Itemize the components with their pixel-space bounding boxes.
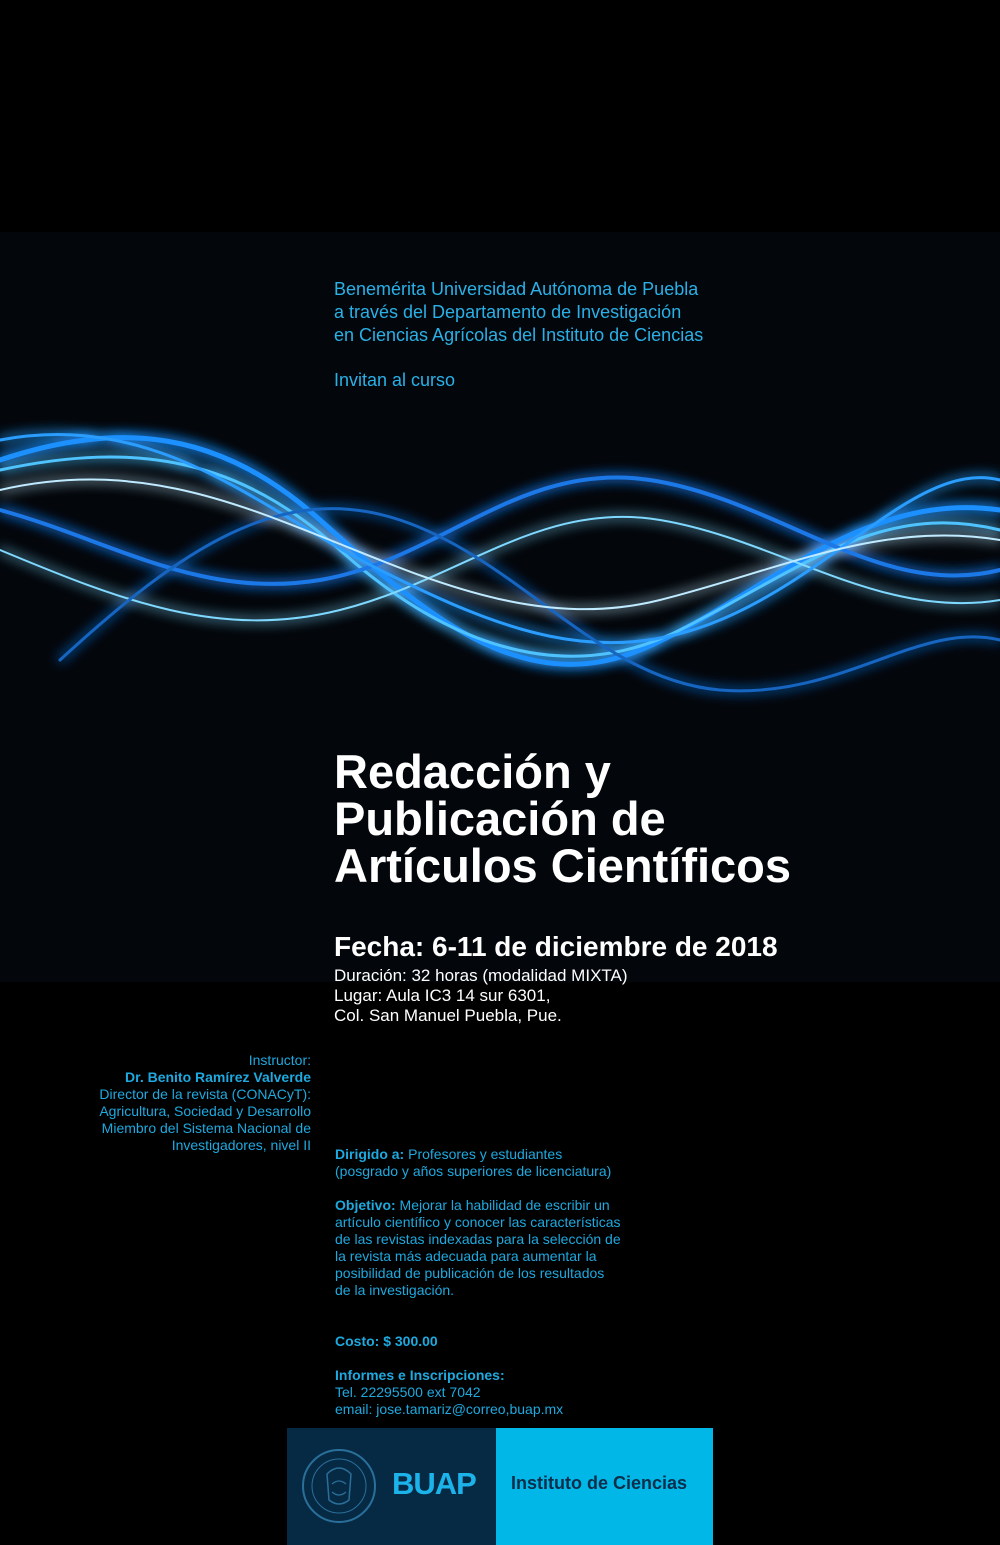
course-title [334, 745, 792, 892]
title-line: Redacción y [334, 745, 611, 798]
audience-text: Profesores y estudiantes [404, 1146, 563, 1162]
instructor-role: Investigadores, nivel II [171, 1137, 311, 1153]
contact-label: Informes e Inscripciones: [335, 1367, 505, 1383]
intro-text [334, 278, 703, 347]
objective-text: posibilidad de publicación de los resultados [335, 1265, 605, 1281]
title-line: Artículos Científicos [334, 839, 792, 892]
duration-text: Duración: 32 horas (modalidad MIXTA) [334, 966, 628, 985]
objective-text: de la investigación. [335, 1282, 455, 1298]
institute-name: Instituto de Ciencias [511, 1473, 688, 1493]
instructor-name: Dr. Benito Ramírez Valverde [125, 1069, 311, 1085]
intro-line: en Ciencias Agrícolas del Instituto de Ciencias [334, 325, 704, 345]
place-text: Lugar: Aula IC3 14 sur 6301, [334, 986, 551, 1005]
objective-text: Mejorar la habilidad de escribir un [395, 1197, 610, 1213]
audience-text: (posgrado y años superiores de licenciatura) [335, 1163, 612, 1179]
course-info [334, 966, 628, 1026]
instructor-block [99, 1052, 311, 1154]
instructor-role: Miembro del Sistema Nacional de [101, 1120, 311, 1136]
course-details [335, 1146, 655, 1418]
intro-line: Benemérita Universidad Autónoma de Puebla [334, 279, 699, 299]
email-text: email: jose.tamariz@correo,buap.mx [335, 1401, 564, 1417]
instructor-label: Instructor: [248, 1052, 311, 1068]
objective-text: la revista más adecuada para aumentar la [335, 1248, 597, 1264]
audience-label: Dirigido a: [335, 1146, 405, 1162]
intro-line: a través del Departamento de Investigación [334, 302, 682, 322]
cost-text: Costo: $ 300.00 [335, 1333, 438, 1349]
instructor-role: Director de la revista (CONACyT): [99, 1086, 311, 1102]
course-date: Fecha: 6-11 de diciembre de 2018 [334, 931, 778, 962]
objective-label: Objetivo: [335, 1197, 396, 1213]
university-seal-icon [300, 1432, 378, 1540]
place-text: Col. San Manuel Puebla, Pue. [334, 1006, 562, 1025]
top-band [0, 0, 1000, 232]
footer-brand-panel [287, 1428, 496, 1545]
instructor-role: Agricultura, Sociedad y Desarrollo [99, 1103, 311, 1119]
invitation-text: Invitan al curso [334, 370, 456, 390]
objective-text: artículo científico y conocer las características [335, 1214, 621, 1230]
footer-institute-panel [496, 1428, 713, 1545]
light-waves-graphic [0, 400, 1000, 740]
phone-text: Tel. 22295500 ext 7042 [335, 1384, 481, 1400]
objective-text: de las revistas indexadas para la selección de [335, 1231, 621, 1247]
brand-name: BUAP [392, 1466, 476, 1501]
title-line: Publicación de [334, 792, 666, 845]
